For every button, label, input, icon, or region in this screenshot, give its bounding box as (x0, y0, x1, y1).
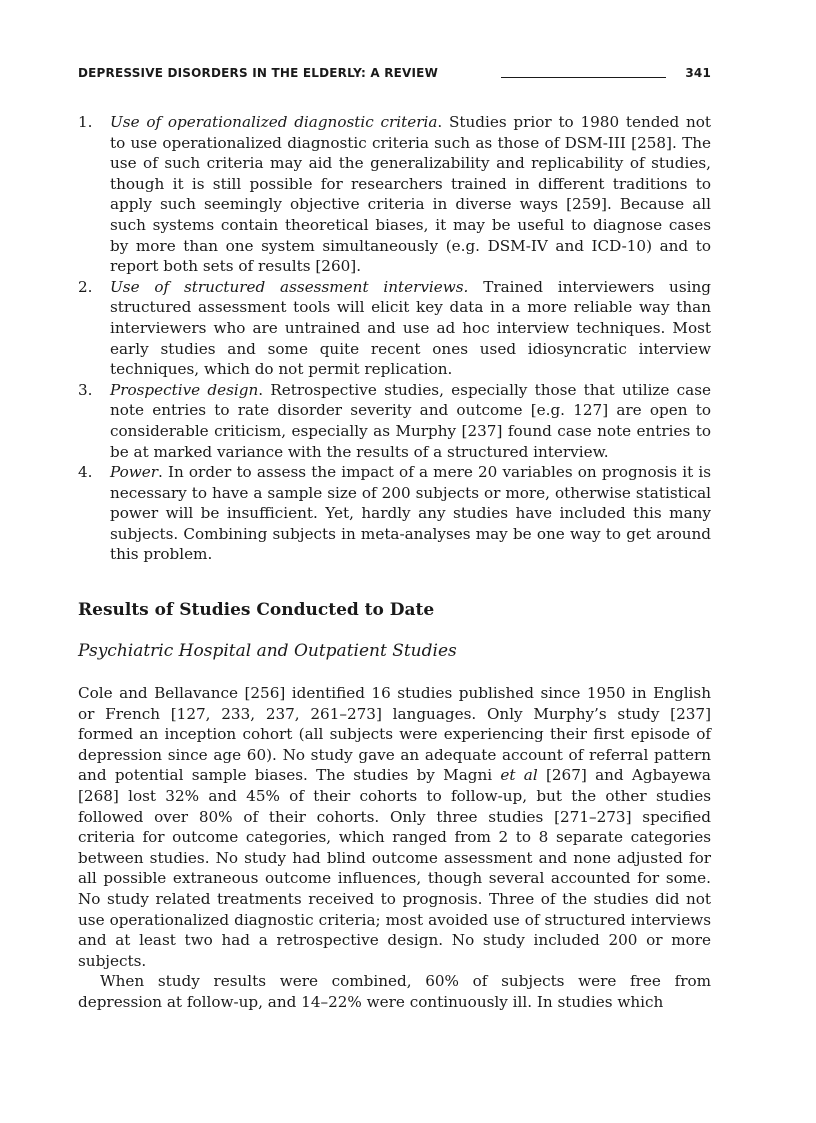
page-number: 341 (685, 66, 711, 80)
paragraph-1-text-a: Cole and Bellavance [256] identified 16 studies published since 1950 in English or French [127, 233, 237, 261–273] languages. Only Murphy’s study [237] formed an inception cohort (all subjects were experiencing their first episode of depression since age 60). No study gave an adequate account of referral pattern and potential sample biases. The studies by Magni (78, 684, 711, 785)
paragraph-1-text-b: [267] and Agbayewa [268] lost 32% and 45% of their cohorts to follow-up, but the other studies followed over 80% of their cohorts. Only three studies [271–273] specified criteria for outcome categories, which ranged from 2 to 8 separate categories between studies. No study had blind outcome assessment and none adjusted for all possible extraneous outcome influences, though several accounted for some. No study related treatments received to prognosis. Three of the studies did not use operationalized diagnostic criteria; most avoided use of structured interviews and at least two had a retrospective design. No study included 200 or more subjects. (78, 766, 711, 970)
list-item-number: 4. (78, 463, 93, 482)
list-item-number: 3. (78, 380, 93, 399)
running-title: DEPRESSIVE DISORDERS IN THE ELDERLY: A REVIEW (78, 66, 439, 80)
list-item-text: . In order to assess the impact of a mere 20 variables on prognosis it is necessary to have a sample size of 200 subjects or more, otherwise statistical power will be insufficient. Yet, hardly any studies have included this many subjects. Combining subjects in meta-analyses may be one way to get around this problem. (110, 463, 711, 564)
list-item (78, 380, 711, 462)
header-rule (501, 77, 666, 78)
list-item-text: . Studies prior to 1980 tended not to use operationalized diagnostic criteria such as those of DSM-III [258]. The use of such criteria may aid the generalizability and replicability of studies, though it is still possible for researchers trained in different traditions to apply such seemingly objective criteria in diverse ways [259]. Because all such systems contain theoretical biases, it may be useful to diagnose cases by more than one system simultaneously (e.g. DSM-IV and ICD-10) and to report both sets of results [260]. (110, 113, 711, 276)
list-item-heading: Use of structured assessment interviews. (110, 277, 469, 296)
section-heading: Results of Studies Conducted to Date (78, 600, 435, 620)
subsection-heading: Psychiatric Hospital and Outpatient Studies (78, 641, 457, 661)
list-item (78, 277, 711, 380)
list-item-heading: Use of operationalized diagnostic criteria (110, 113, 438, 131)
paragraph-1-italic: et al (500, 766, 538, 785)
paragraph-2: When study results were combined, 60% of subjects were free from depression at follow-up, and 14–22% were continuously ill. In studies which (78, 972, 711, 1011)
list-item-text: . Retrospective studies, especially those that utilize case note entries to rate disorder severity and outcome [e.g. 127] are open to considerable criticism, especially as Murphy [237] found case note entries to be at marked variance with the results of a structured interview. (110, 380, 711, 461)
running-header (78, 66, 711, 84)
list-item-number: 1. (78, 113, 93, 131)
list-item-text: Trained interviewers using structured assessment tools will elicit key data in a more reliable way than interviewers who are untrained and use ad hoc interview techniques. Most early studies and some quite recent ones used idiosyncratic interview techniques, which do not permit replication. (110, 277, 711, 379)
body-text (78, 683, 711, 1013)
list-item (78, 462, 711, 565)
list-item-heading: Power (110, 463, 158, 482)
criteria-list (78, 112, 711, 565)
paragraph-1 (78, 683, 711, 971)
list-item (78, 112, 711, 277)
list-item-number: 2. (78, 277, 93, 296)
list-item-heading: Prospective design (110, 380, 259, 399)
